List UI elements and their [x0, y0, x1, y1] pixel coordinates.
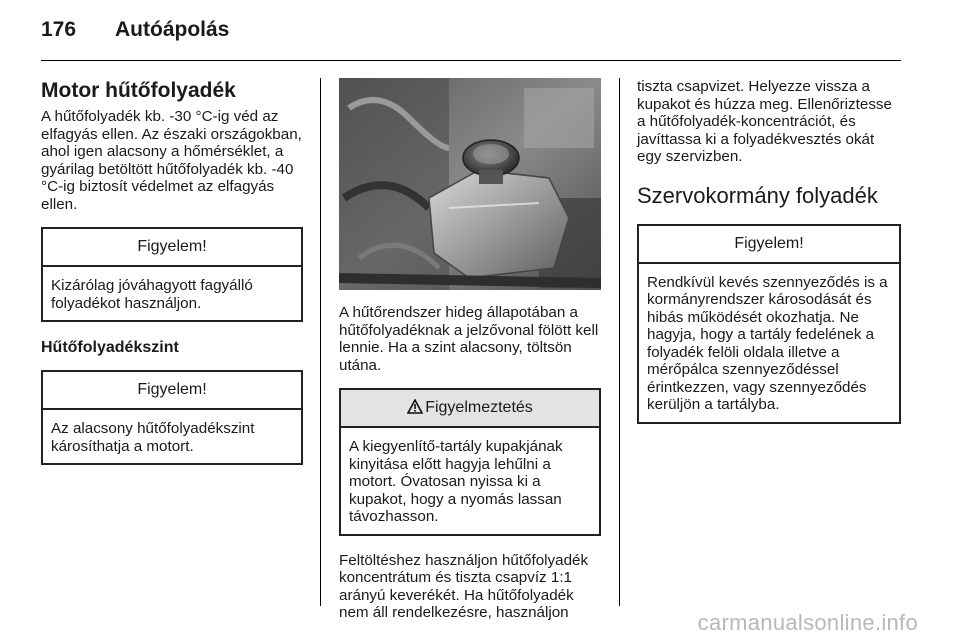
column-divider: [619, 78, 620, 606]
notice-body: Kizárólag jóváhagyott fagyálló folyadékot használjon.: [51, 277, 253, 312]
section-title: Autóápolás: [115, 18, 230, 41]
warning-body: A kiegyenlítő-tartály kupakjának kinyitása előtt hagyja lehűlni a motort. Óvatosan nyissa ki a kupakot, hogy a nyomás lassan távozhasson.: [349, 438, 563, 525]
section-heading: Motor hűtőfolyadék: [41, 79, 236, 102]
warning-heading-bar: [341, 390, 599, 428]
column-2: [339, 78, 601, 622]
column-1: [41, 78, 303, 465]
engine-coolant-reservoir-photo: [339, 78, 601, 290]
header-rule: [41, 60, 901, 61]
notice-heading: Figyelem!: [639, 226, 899, 264]
column-3: [637, 78, 901, 424]
notice-body: Rendkívül kevés szennyeződés is a kormányrendszer károsodását és hibás működését okozhatja. Ne hagyja, hogy a tartály fedelének a folyadék felöli oldala illetve a mérőpálca szennyeződéssel érintkezzen, vagy szennyeződés kerüljön a tartályba.: [647, 273, 888, 413]
paragraph: tiszta csapvizet. Helyezze vissza a kupakot és húzza meg. Ellenőriztesse a hűtőfolyadék-koncentrációt, és javíttassa ki a folyadékvesztés okát egy szervizben.: [637, 78, 892, 165]
notice-body: Az alacsony hűtőfolyadékszint károsíthatja a motort.: [51, 420, 255, 455]
intro-paragraph: A hűtőfolyadék kb. -30 °C-ig véd az elfagyás ellen. Az északi országokban, ahol igen alacsony a hőmérséklet, a gyárilag betöltött hűtőfolyadék kb. -40 °C-ig biztosít védelmet az elfagyás ellen.: [41, 108, 302, 213]
paragraph: Feltöltéshez használjon hűtőfolyadék koncentrátum és tiszta csapvíz 1:1 arányú keverékét. Ha hűtőfolyadék nem áll rendelkezésre, használjon: [339, 551, 589, 621]
notice-box: [637, 224, 901, 424]
notice-heading: Figyelem!: [43, 229, 301, 267]
section-heading: Szervokormány folyadék: [637, 182, 878, 208]
page-number: 176: [41, 18, 77, 41]
watermark: carmanualsonline.info: [697, 610, 918, 635]
warning-heading: Figyelmeztetés: [425, 399, 533, 416]
engine-photo-graphic: [339, 78, 601, 290]
warning-triangle-icon: [407, 399, 423, 414]
warning-box: [339, 388, 601, 536]
page-header: [41, 18, 229, 42]
subsection-heading: Hűtőfolyadékszint: [41, 339, 179, 356]
notice-heading: Figyelem!: [43, 372, 301, 410]
notice-box: [41, 227, 303, 322]
column-divider: [320, 78, 321, 606]
notice-box: [41, 370, 303, 465]
paragraph: A hűtőrendszer hideg állapotában a hűtőfolyadéknak a jelzővonal fölött kell lennie. Ha a szint alacsony, töltsön utána.: [339, 304, 599, 374]
